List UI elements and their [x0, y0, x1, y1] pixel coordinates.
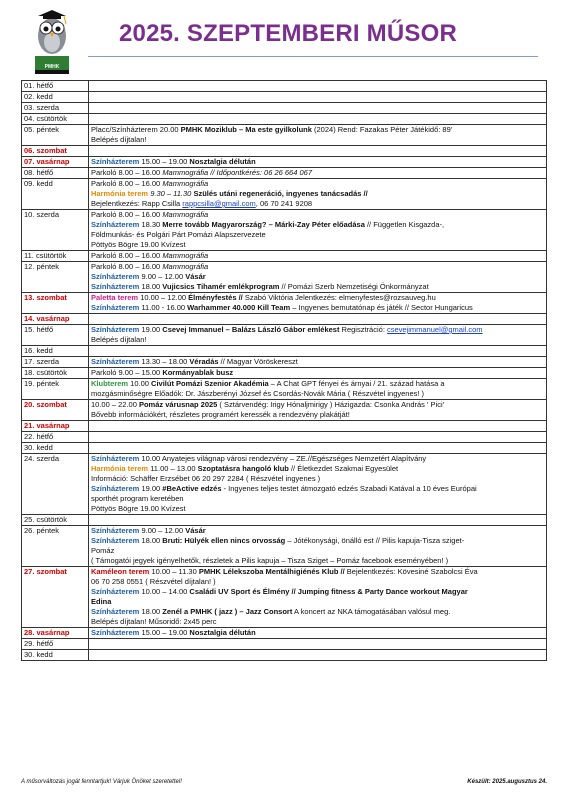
event-text: Harmónia terem	[91, 464, 149, 473]
event-text: Klubterem	[91, 379, 129, 388]
event-text: Belépés díjtalan!	[91, 335, 147, 344]
event-line	[91, 368, 544, 378]
schedule-table	[21, 80, 547, 661]
day-label: 25. csütörtök	[22, 515, 89, 526]
svg-text:PMHK: PMHK	[44, 64, 60, 70]
event-text: , 06 70 241 9208	[255, 199, 313, 208]
event-text: 10.00 – 11.30	[149, 567, 199, 576]
event-text: Vásár	[185, 272, 206, 281]
event-text: Színházterem	[91, 325, 140, 334]
event-line	[91, 199, 544, 209]
event-text: Színházterem	[91, 272, 140, 281]
event-line	[91, 474, 544, 484]
schedule-row	[22, 379, 547, 400]
event-text: Merre tovább Magyarország? – Márki-Zay Péter előadása	[162, 220, 365, 229]
owl-logo	[29, 8, 75, 76]
event-text: Földmunkás- és Polgári Párt Pomázi Alapszervezete	[91, 230, 266, 239]
event-text: – Jótékonysági, önálló est // Pilis kapuja-Tisza sziget-	[285, 536, 465, 545]
event-text: Élményfestés //	[188, 293, 243, 302]
day-label: 08. hétfő	[22, 168, 89, 179]
event-cell	[89, 325, 547, 346]
day-label: 28. vasárnap	[22, 628, 89, 639]
schedule-row	[22, 251, 547, 262]
event-line	[91, 607, 544, 617]
event-text: Színházterem	[91, 628, 140, 637]
event-text: 15.00 – 19.00	[139, 157, 190, 166]
event-line	[91, 168, 544, 178]
event-text: ( Sztárvendég: Irigy Hónaljmirigy ) Házigazda: Csonka András ' Pici'	[217, 400, 445, 409]
day-label: 05. péntek	[22, 125, 89, 146]
event-text: Nosztalgia délután	[189, 157, 256, 166]
event-line	[91, 157, 544, 167]
day-label: 17. szerda	[22, 357, 89, 368]
event-text: 18.30	[139, 220, 163, 229]
event-text: Bruti: Hülyék ellen nincs orvosság	[162, 536, 286, 545]
event-text: Parkoló 8.00 – 16.00	[91, 168, 163, 177]
event-cell	[89, 293, 547, 314]
event-text: Regisztráció:	[339, 325, 387, 334]
event-text: Vásár	[185, 526, 206, 535]
event-text: Parkoló 8.00 – 16.00	[91, 262, 163, 271]
day-label: 13. szombat	[22, 293, 89, 314]
day-label: 09. kedd	[22, 179, 89, 210]
event-text: 11.00 - 16.00	[139, 303, 188, 312]
schedule-row	[22, 293, 547, 314]
event-text: Mammográfia	[162, 179, 209, 188]
event-line	[91, 303, 544, 313]
event-line	[91, 454, 544, 464]
event-text: Kormányablak busz	[162, 368, 234, 377]
event-cell	[89, 103, 547, 114]
event-line	[91, 251, 544, 261]
day-label: 26. péntek	[22, 526, 89, 567]
schedule-row	[22, 179, 547, 210]
event-text: Színházterem	[91, 587, 140, 596]
event-cell	[89, 526, 547, 567]
schedule-row	[22, 81, 547, 92]
event-line	[91, 536, 544, 546]
event-cell	[89, 650, 547, 661]
schedule-row	[22, 325, 547, 346]
event-text: Edina	[91, 597, 112, 606]
event-text: 10.00 – 14.00	[139, 587, 190, 596]
event-text: 10.00 Anyatejes világnap városi rendezvény – ZE.//Egészséges Nemzetért Alapítvány	[139, 454, 427, 463]
day-label: 22. hétfő	[22, 432, 89, 443]
schedule-row	[22, 262, 547, 293]
event-text: 11.00 – 13.00	[148, 464, 198, 473]
schedule-row	[22, 526, 547, 567]
event-text: Színházterem	[91, 157, 140, 166]
event-line	[91, 617, 544, 627]
event-text: Civilút Pomázi Szenior Akadémia	[151, 379, 269, 388]
event-line	[91, 357, 544, 367]
event-line	[91, 189, 544, 199]
event-text: Színházterem	[91, 303, 140, 312]
schedule-row	[22, 146, 547, 157]
event-text: - Ingyenes teljes testet átmozgató edzés Szabadi Katával a 10 éves Európai	[221, 484, 477, 493]
event-text: Színházterem	[91, 357, 140, 366]
event-line	[91, 125, 544, 135]
event-cell	[89, 368, 547, 379]
schedule-row	[22, 114, 547, 125]
event-text: 9.00 – 12.00	[139, 272, 186, 281]
day-label: 24. szerda	[22, 454, 89, 515]
event-text: PMHK Lélekszoba Mentálhigiénés Klub //	[198, 567, 345, 576]
event-text: Mammográfia	[162, 210, 209, 219]
day-label: 30. kedd	[22, 650, 89, 661]
event-text: ( Támogatói jegyek igényelhetők, részletek a Pilis kapuja – Tisza Sziget – Pomáz facebook eseményében! )	[91, 556, 449, 565]
event-text: 19.00	[139, 325, 163, 334]
event-text: Nosztalgia délután	[189, 628, 256, 637]
day-label: 10. szerda	[22, 210, 89, 251]
event-cell	[89, 157, 547, 168]
day-label: 27. szombat	[22, 567, 89, 628]
event-cell	[89, 210, 547, 251]
event-line	[91, 484, 544, 494]
event-text: 18.00	[139, 282, 163, 291]
event-line	[91, 230, 544, 240]
schedule-row	[22, 346, 547, 357]
event-line	[91, 293, 544, 303]
event-text: 13.30 – 18.00	[139, 357, 190, 366]
event-text: 15.00 – 19.00	[139, 628, 190, 637]
event-text: Csevej Immanuel – Balázs László Gábor emlékest	[162, 325, 340, 334]
day-label: 06. szombat	[22, 146, 89, 157]
day-label: 15. hétfő	[22, 325, 89, 346]
event-line	[91, 272, 544, 282]
day-label: 14. vasárnap	[22, 314, 89, 325]
event-text: Parkoló 8.00 – 16.00	[91, 179, 163, 188]
email-link[interactable]: csevejimmanuel@gmail.com	[387, 325, 483, 334]
event-line	[91, 504, 544, 514]
email-link[interactable]: rappcsilla@gmail.com	[182, 199, 256, 208]
event-text: – A Chat GPT fényei és árnyai / 21. század hatása a	[268, 379, 445, 388]
schedule-row	[22, 210, 547, 251]
event-cell	[89, 639, 547, 650]
event-text: A koncert az NKA támogatásában valósul meg.	[292, 607, 451, 616]
day-label: 07. vasárnap	[22, 157, 89, 168]
event-cell	[89, 179, 547, 210]
event-text: 18.00	[139, 536, 163, 545]
event-text: Pomáz várusnap 2025	[138, 400, 218, 409]
footer-note: A műsorváltozás jogát fenntartjuk! Várjuk Önöket szeretettel!	[21, 779, 182, 785]
event-cell	[89, 379, 547, 400]
event-text: 9.00 – 12.00	[139, 526, 186, 535]
event-text: Szoptatásra hangoló klub	[197, 464, 289, 473]
schedule-row	[22, 515, 547, 526]
event-line	[91, 135, 544, 145]
event-text: Színházterem	[91, 607, 140, 616]
event-cell	[89, 400, 547, 421]
event-line	[91, 379, 544, 389]
event-line	[91, 410, 544, 420]
day-label: 02. kedd	[22, 92, 89, 103]
schedule-row	[22, 454, 547, 515]
event-line	[91, 494, 544, 504]
event-text: Kaméleon terem	[91, 567, 150, 576]
event-cell	[89, 357, 547, 368]
event-cell	[89, 421, 547, 432]
event-text: Információ: Schäffer Erzsébet 06 20 297 2284 ( Részvétel ingyenes )	[91, 474, 321, 483]
event-text: 10.00 – 12.00	[138, 293, 189, 302]
schedule-row	[22, 650, 547, 661]
event-text: Zenél a PMHK ( jazz ) – Jazz Consort	[162, 607, 293, 616]
day-label: 01. hétfő	[22, 81, 89, 92]
event-cell	[89, 443, 547, 454]
event-line	[91, 282, 544, 292]
event-cell	[89, 81, 547, 92]
event-text: Paletta terem	[91, 293, 139, 302]
schedule-row	[22, 125, 547, 146]
event-line	[91, 464, 544, 474]
event-text: Véradás	[189, 357, 219, 366]
event-cell	[89, 125, 547, 146]
schedule-row	[22, 368, 547, 379]
event-text: Mammográfia	[162, 262, 209, 271]
event-text: // Magyar Vöröskereszt	[218, 357, 298, 366]
day-label: 29. hétfő	[22, 639, 89, 650]
event-text: Mammográfia // Időpontkérés: 06 26 664 067	[162, 168, 312, 177]
event-text: – Ingyenes bemutatónap és játék // Sector Hungaricus	[290, 303, 473, 312]
event-line	[91, 628, 544, 638]
event-cell	[89, 168, 547, 179]
event-text: // Független Kisgazda-,	[364, 220, 445, 229]
event-line	[91, 546, 544, 556]
schedule-row	[22, 168, 547, 179]
event-cell	[89, 454, 547, 515]
event-text: // Életkezdet Szakmai Egyesület	[288, 464, 399, 473]
day-label: 18. csütörtök	[22, 368, 89, 379]
event-line	[91, 335, 544, 345]
event-text: Színházterem	[91, 282, 140, 291]
event-text: Színházterem	[91, 526, 140, 535]
event-text: 10.00 – 22.00	[91, 400, 139, 409]
event-text: Szabó Viktória Jelentkezés: elmenyfestes@rozsauveg.hu	[242, 293, 436, 302]
day-label: 19. péntek	[22, 379, 89, 400]
event-line	[91, 210, 544, 220]
event-text: Harmónia terem	[91, 189, 149, 198]
event-text: Warhammer 40.000 Kill Team	[187, 303, 291, 312]
event-line	[91, 526, 544, 536]
event-cell	[89, 628, 547, 639]
event-line	[91, 567, 544, 577]
event-text: PMHK Moziklub – Ma este gyilkolunk	[180, 125, 312, 134]
event-text: Placc/Színházterem 20.00	[91, 125, 181, 134]
event-text: Mammográfia	[162, 251, 209, 260]
event-line	[91, 400, 544, 410]
day-label: 21. vasárnap	[22, 421, 89, 432]
event-cell	[89, 146, 547, 157]
event-text: Színházterem	[91, 220, 140, 229]
event-text: Pöttyös Bögre 19.00 Kvízest	[91, 240, 186, 249]
day-label: 20. szombat	[22, 400, 89, 421]
event-line	[91, 325, 544, 335]
day-label: 16. kedd	[22, 346, 89, 357]
schedule-row	[22, 157, 547, 168]
event-text: Pöttyös Bögre 19.00 Kvízest	[91, 504, 186, 513]
schedule-row	[22, 314, 547, 325]
schedule-row	[22, 432, 547, 443]
event-cell	[89, 92, 547, 103]
event-text: 06 70 258 0551 ( Részvétel díjtalan! )	[91, 577, 216, 586]
page-title: 2025. SZEPTEMBERI MŰSOR	[118, 20, 457, 47]
event-text: Színházterem	[91, 454, 140, 463]
title-rule	[88, 56, 538, 57]
event-text: Bejelentkezés: Kövesiné Szabolcsi Éva	[344, 567, 478, 576]
event-text: 18.00	[139, 607, 163, 616]
event-text: mozgásminőségre Előadók: Dr. Jászberényi József és Csordás-Novák Mária ( Részvétel ingyenes! )	[91, 389, 425, 398]
event-line	[91, 577, 544, 587]
event-text: Belépés díjtalan! Műsoridő: 2x45 perc	[91, 617, 217, 626]
event-cell	[89, 251, 547, 262]
event-text: Családi UV Sport és Élmény // Jumping fitness & Party Dance workout Magyar	[189, 587, 468, 596]
event-text: 19.00	[139, 484, 163, 493]
schedule-row	[22, 357, 547, 368]
event-text: Színházterem	[91, 536, 140, 545]
event-cell	[89, 432, 547, 443]
event-text: 10.00	[128, 379, 152, 388]
schedule-row	[22, 103, 547, 114]
day-label: 11. csütörtök	[22, 251, 89, 262]
event-line	[91, 179, 544, 189]
event-line	[91, 220, 544, 230]
day-label: 04. csütörtök	[22, 114, 89, 125]
event-cell	[89, 346, 547, 357]
schedule-row	[22, 628, 547, 639]
event-text: Bővebb információkért, részletes programért keressék a rendezvény plakátját!	[91, 410, 350, 419]
event-text: // Pomázi Szerb Nemzetiségi Önkormányzat	[279, 282, 429, 291]
event-cell	[89, 262, 547, 293]
event-text: 9.30 – 11.30	[148, 189, 194, 198]
event-text: sporthét program keretében	[91, 494, 184, 503]
day-label: 12. péntek	[22, 262, 89, 293]
schedule-row	[22, 639, 547, 650]
event-cell	[89, 114, 547, 125]
footer-date: Készült: 2025.augusztus 24.	[467, 779, 547, 785]
schedule-row	[22, 421, 547, 432]
event-text: #BeActive edzés	[162, 484, 222, 493]
event-text: Parkoló 8.00 – 16.00	[91, 210, 163, 219]
schedule-row	[22, 567, 547, 628]
event-line	[91, 597, 544, 607]
event-line	[91, 556, 544, 566]
event-text: Parkoló 9.00 – 15.00	[91, 368, 163, 377]
event-text: Vujicsics Tihamér emlékprogram	[162, 282, 280, 291]
event-cell	[89, 567, 547, 628]
event-line	[91, 587, 544, 597]
event-text: Belépés díjtalan!	[91, 135, 147, 144]
schedule-row	[22, 400, 547, 421]
event-line	[91, 240, 544, 250]
event-text: Szülés utáni regeneráció, ingyenes tanácsadás //	[193, 189, 368, 198]
event-text: Színházterem	[91, 484, 140, 493]
event-text: Parkoló 8.00 – 16.00	[91, 251, 163, 260]
schedule-row	[22, 443, 547, 454]
event-text: Bejelentkezés: Rapp Csilla	[91, 199, 183, 208]
schedule-row	[22, 92, 547, 103]
event-cell	[89, 314, 547, 325]
event-text: (2024) Rend: Fazakas Péter Játékidő: 89'	[311, 125, 453, 134]
event-line	[91, 262, 544, 272]
event-line	[91, 389, 544, 399]
day-label: 03. szerda	[22, 103, 89, 114]
event-text: Pomáz	[91, 546, 115, 555]
day-label: 30. kedd	[22, 443, 89, 454]
event-cell	[89, 515, 547, 526]
